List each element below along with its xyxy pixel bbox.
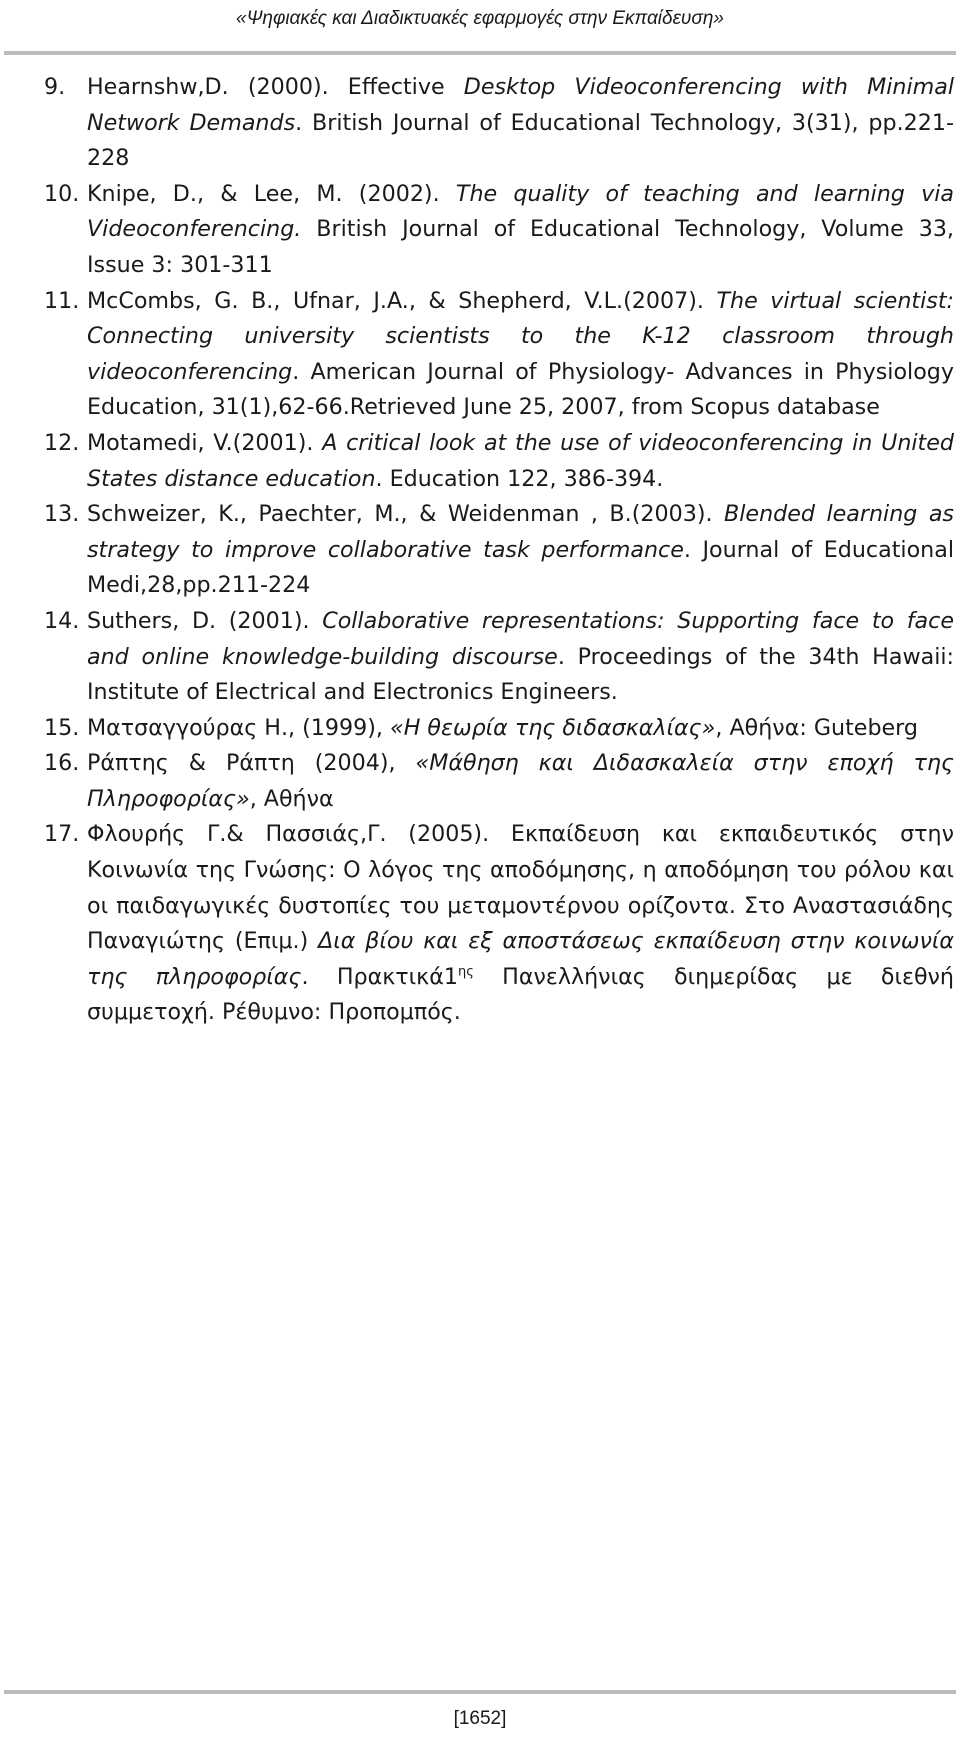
reference-title: Δια βίου και εξ αποστάσεως εκπαίδευση στην κοινωνία της πληροφορίας bbox=[87, 928, 954, 990]
reference-number: 15. bbox=[44, 714, 80, 741]
reference-list bbox=[0, 70, 960, 1031]
reference-text: Φλουρής Γ.& Πασσιάς,Γ. (2005). Εκπαίδευση και εκπαιδευτικός στην Κοινωνία της Γνώσης: Ο λόγος της αποδόμησης, η αποδόμηση του ρόλου και οι παιδαγωγικές δυστοπίες του μεταμοντέρνου ορίζοντα. Στο Αναστασιάδης Παναγιώτης (Επιμ.) bbox=[87, 821, 954, 955]
page-number: [1652] bbox=[453, 1708, 507, 1729]
reference-title: «Μάθηση και Διδασκαλεία στην εποχή της Πληροφορίας» bbox=[87, 750, 954, 812]
reference-text: Suthers, D. (2001). bbox=[87, 607, 323, 634]
reference-item bbox=[44, 817, 954, 1031]
reference-number: 12. bbox=[44, 429, 80, 456]
reference-text: Knipe, D., & Lee, M. (2002). bbox=[87, 180, 456, 207]
reference-number: 17. bbox=[44, 821, 80, 848]
reference-title: The virtual scientist: Connecting university scientists to the K-12 classroom through videoconferencing bbox=[87, 287, 954, 385]
reference-item bbox=[44, 746, 954, 817]
header-divider bbox=[4, 51, 956, 55]
reference-text: Πανελλήνιας διημερίδας με διεθνή συμμετοχή. Ρέθυμνο: Προπομπός. bbox=[87, 963, 954, 1026]
reference-text: , Αθήνα bbox=[249, 785, 334, 812]
reference-text: Ράπτης & Ράπτη (2004), bbox=[87, 750, 416, 777]
footer-divider bbox=[4, 1690, 956, 1694]
reference-text: , Αθήνα: Guteberg bbox=[715, 714, 918, 741]
reference-text: . Journal of Educational Medi,28,pp.211-224 bbox=[87, 536, 954, 599]
reference-number: 16. bbox=[44, 750, 80, 777]
reference-text: Schweizer, K., Paechter, M., & Weidenman , B.(2003). bbox=[87, 501, 725, 528]
reference-number: 9. bbox=[44, 74, 66, 100]
reference-text: . American Journal of Physiology- Advances in Physiology Education, 31(1),62-66.Retrieved June 25, 2007, from Scopus database bbox=[87, 358, 954, 421]
reference-item bbox=[44, 426, 954, 497]
reference-title: A critical look at the use of videoconferencing in United States distance education bbox=[87, 429, 954, 492]
reference-text: Hearnshw,D. (2000). Effective bbox=[87, 74, 464, 100]
reference-title: The quality of teaching and learning via Videoconferencing. bbox=[87, 180, 954, 243]
reference-item bbox=[44, 284, 954, 426]
reference-text: ης bbox=[457, 964, 474, 980]
reference-title: Blended learning as strategy to improve collaborative task performance bbox=[87, 501, 954, 563]
reference-number: 11. bbox=[44, 287, 80, 314]
reference-text: . Proceedings of the 34th Hawaii: Institute of Electrical and Electronics Engineers. bbox=[87, 643, 954, 706]
reference-item bbox=[44, 177, 954, 284]
reference-item bbox=[44, 604, 954, 711]
reference-item bbox=[44, 497, 954, 604]
reference-number: 13. bbox=[44, 501, 80, 528]
header-title: «Ψηφιακές και Διαδικτυακές εφαρμογές στην Εκπαίδευση» bbox=[236, 8, 724, 29]
reference-item bbox=[44, 711, 954, 747]
reference-text: Motamedi, V.(2001). bbox=[87, 429, 323, 456]
reference-number: 10. bbox=[44, 180, 80, 207]
reference-text: . British Journal of Educational Technology, 3(31), pp.221-228 bbox=[87, 109, 955, 172]
reference-title: Desktop Videoconferencing with Minimal Network Demands bbox=[87, 74, 954, 136]
reference-text: . Πρακτικά1 bbox=[301, 963, 458, 990]
reference-title: Collaborative representations: Supporting face to face and online knowledge-building discourse bbox=[87, 607, 954, 670]
reference-number: 14. bbox=[44, 607, 80, 634]
reference-text: . Education 122, 386-394. bbox=[375, 465, 664, 492]
reference-text: McCombs, G. B., Ufnar, J.A., & Shepherd, V.L.(2007). bbox=[87, 287, 717, 314]
reference-title: «Η θεωρία της διδασκαλίας» bbox=[390, 714, 716, 741]
reference-text: Ματσαγγούρας Η., (1999), bbox=[87, 714, 390, 741]
reference-text: British Journal of Educational Technology, Volume 33, Issue 3: 301-311 bbox=[87, 216, 954, 278]
reference-item bbox=[44, 70, 955, 177]
